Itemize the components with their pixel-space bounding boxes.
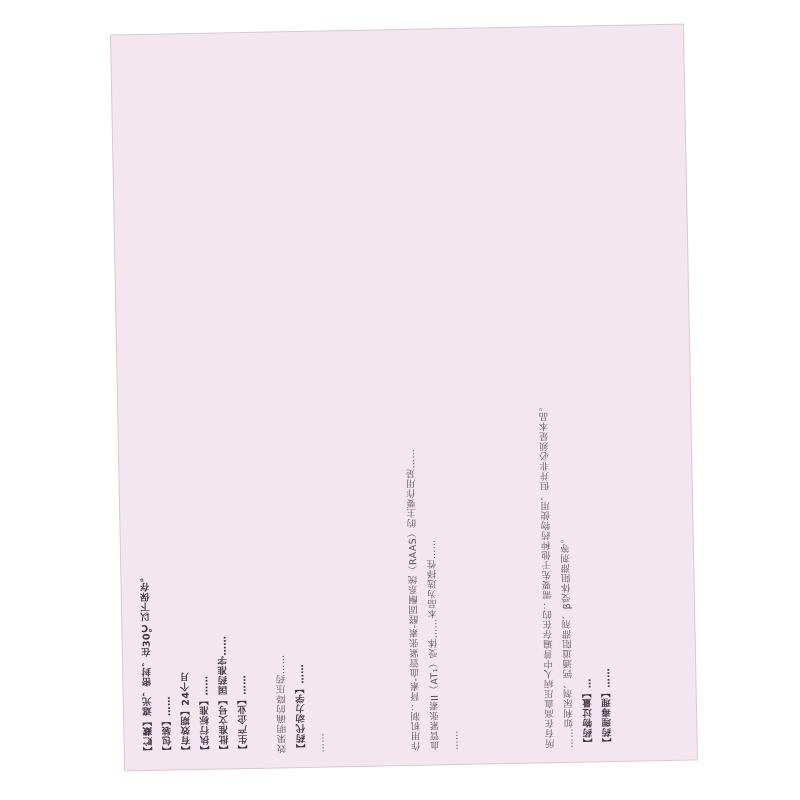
approval-section: 【批准文号】国药准字…… <box>217 635 231 755</box>
column-2 <box>397 41 545 750</box>
package-section: 【包装】…… <box>161 696 174 756</box>
standard-section: 【执行标准】…… <box>199 675 212 755</box>
paragraph: 所有在高血压病人中普遍存在的：需要先于他种药物使用，但并非必须是本品。 <box>539 401 557 749</box>
paragraph: 作用机制：肾素-血管紧张素-醛固酮系统（RAAS）的主要作用是…… <box>405 448 423 751</box>
paragraph: …… <box>449 730 461 751</box>
leaflet-columns <box>129 39 678 756</box>
leaflet-rotated-content <box>111 25 697 771</box>
paragraph: 血管紧张素II（AT₁）受体……本品为选择性…… <box>426 539 442 751</box>
section-heading: 【药代动力学】…… <box>295 663 308 754</box>
storage-section: 【贮藏】遮光，密封，在30℃以下保存。 <box>140 572 155 757</box>
section-heading: 【药理毒理】…… <box>601 667 614 748</box>
expiry-section: 【有效期】24个月 <box>180 671 193 756</box>
section-heading: 【药物过量】… <box>582 678 595 748</box>
leaflet-sheet <box>111 25 697 771</box>
paragraph: ……如利尿剂、钙通道阻滞剂、β受体阻滞剂等。 <box>560 533 576 748</box>
manufacturer-section: 【生产企业】…… <box>237 674 250 755</box>
column-4 <box>129 47 277 756</box>
paragraph: 效果明确的降压药…… <box>275 654 289 754</box>
paragraph: …… <box>315 732 327 753</box>
column-1 <box>531 39 679 748</box>
column-3 <box>263 44 411 753</box>
